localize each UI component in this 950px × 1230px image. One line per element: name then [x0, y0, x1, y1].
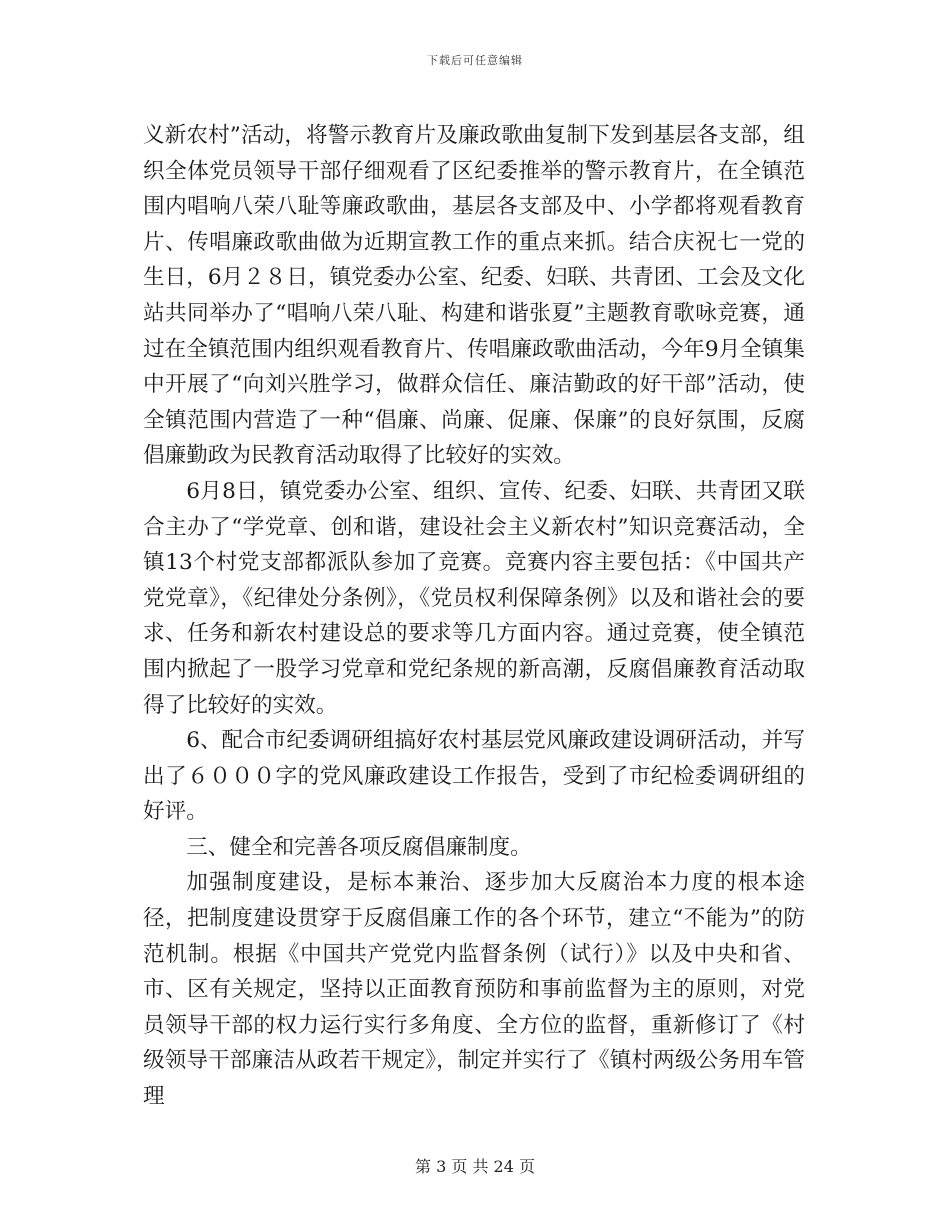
document-body [143, 118, 805, 1115]
page-footer: 第 3 页 共 24 页 [415, 1157, 535, 1176]
page-header: 下载后可任意编辑 [427, 54, 523, 67]
paragraph-1: 义新农村”活动，将警示教育片及廉政歌曲复制下发到基层各支部，组织全体党员领导干部仔细观看了区纪委推举的警示教育片，在全镇范围内唱响八荣八耻等廉政歌曲，基层各支部及中、小学都将观看教育片、传唱廉政歌曲做为近期宣教工作的重点来抓。结合庆祝七一党的生日，6月２８日，镇党委办公室、纪委、妇联、共青团、工会及文化站共同举办了“唱响八荣八耻、构建和谐张夏”主题教育歌咏竞赛，通过在全镇范围内组织观看教育片、传唱廉政歌曲活动，今年9月全镇集中开展了“向刘兴胜学习，做群众信任、廉洁勤政的好干部”活动，使全镇范围内营造了一种“倡廉、尚廉、促廉、保廉”的良好氛围，反腐倡廉勤政为民教育活动取得了比较好的实效。 [143, 123, 805, 469]
section-heading-3: 三、健全和完善各项反腐倡廉制度。 [186, 834, 532, 860]
paragraph-3: 6、配合市纪委调研组搞好农村基层党风廉政建设调研活动，并写出了６０００字的党风廉政建设工作报告，受到了市纪检委调研组的好评。 [143, 728, 805, 825]
paragraph-4: 加强制度建设，是标本兼治、逐步加大反腐治本力度的根本途径，把制度建设贯穿于反腐倡廉工作的各个环节，建立“不能为”的防范机制。根据《中国共产党党内监督条例（试行）》以及中央和省、市、区有关规定，坚持以正面教育预防和事前监督为主的原则，对党员领导干部的权力运行实行多角度、全方位的监督，重新修订了《村级领导干部廉洁从政若干规定》，制定并实行了《镇村两级公务用车管理 [143, 870, 805, 1110]
paragraph-2: 6月8日，镇党委办公室、组织、宣传、纪委、妇联、共青团又联合主办了“学党章、创和谐，建设社会主义新农村”知识竞赛活动，全镇13个村党支部都派队参加了竞赛。竞赛内容主要包括：《中国共产党党章》，《纪律处分条例》，《党员权利保障条例》以及和谐社会的要求、任务和新农村建设总的要求等几方面内容。通过竞赛，使全镇范围内掀起了一股学习党章和党纪条规的新高潮，反腐倡廉教育活动取得了比较好的实效。 [143, 478, 805, 718]
